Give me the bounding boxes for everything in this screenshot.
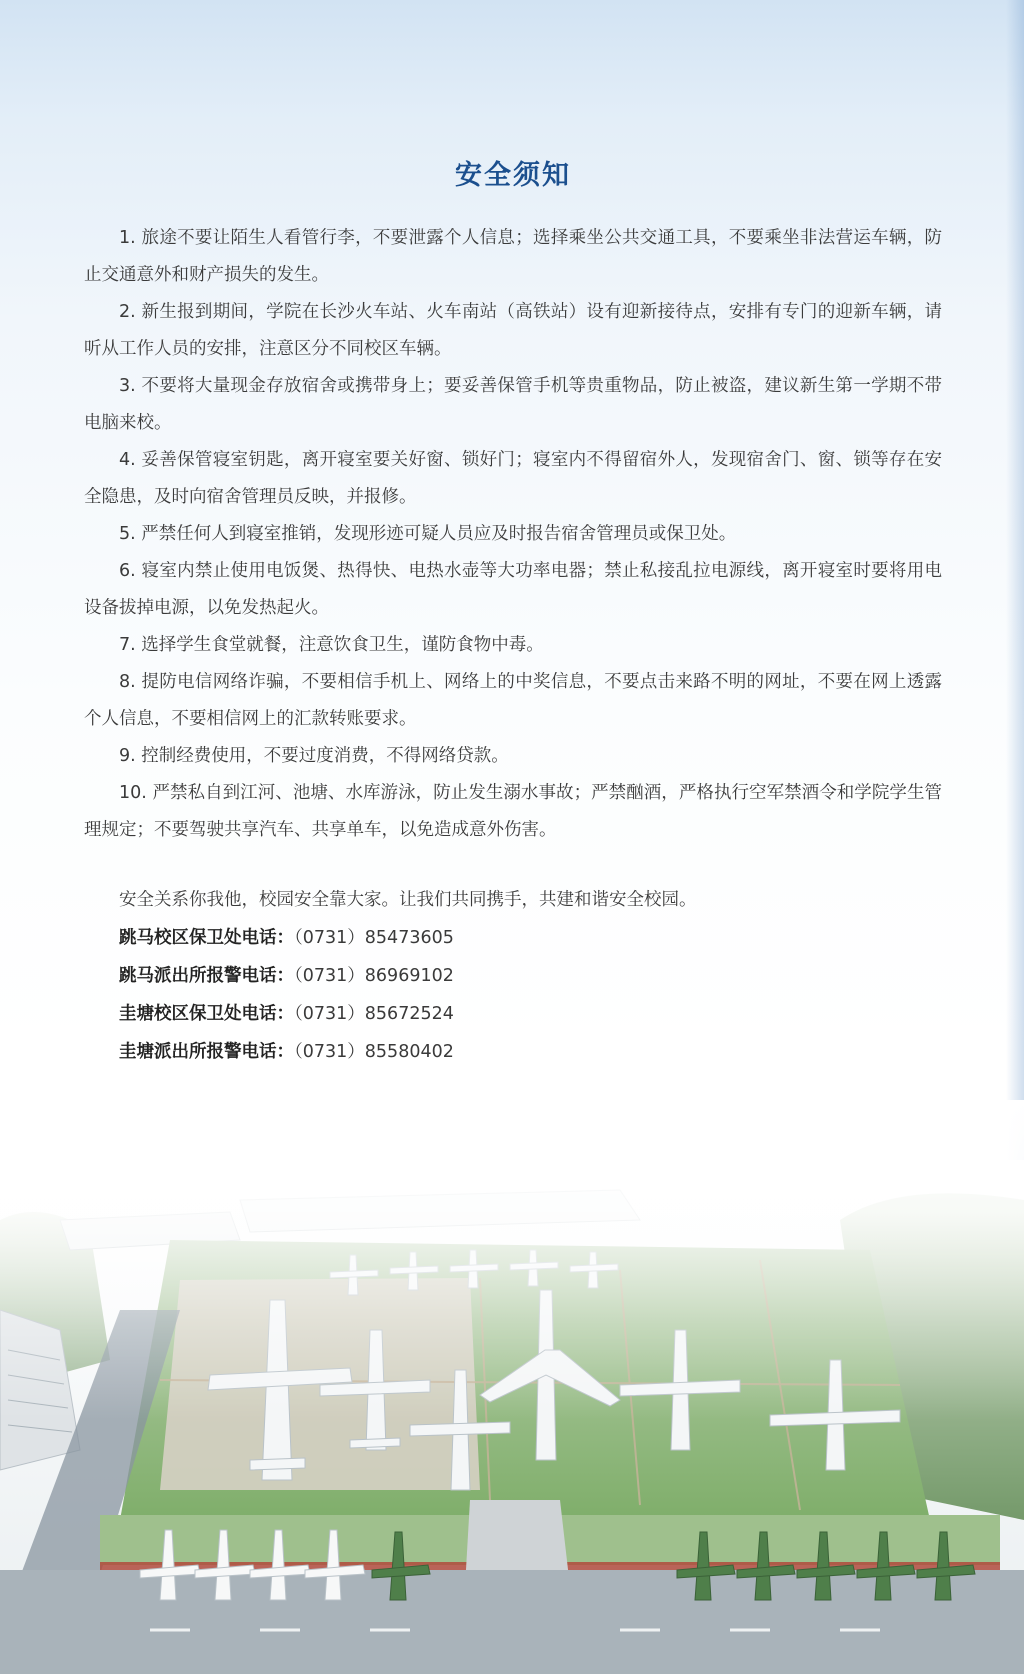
contact-phone: （0731）85473605	[294, 928, 454, 948]
notice-content	[84, 158, 942, 1071]
contact-row-3	[84, 995, 942, 1033]
contact-label: 圭塘派出所报警电话：	[119, 1042, 294, 1062]
notice-item-4: 4. 妥善保管寝室钥匙，离开寝室要关好窗、锁好门；寝室内不得留宿外人，发现宿舍门、窗、锁等存在安全隐患，及时向宿舍管理员反映，并报修。	[84, 450, 942, 507]
notice-item-3: 3. 不要将大量现金存放宿舍或携带身上；要妥善保管手机等贵重物品，防止被盗，建议新生第一学期不带电脑来校。	[84, 376, 942, 433]
contact-phone: （0731）85580402	[294, 1042, 454, 1062]
contact-label: 跳马校区保卫处电话：	[119, 928, 294, 948]
contact-row-4	[84, 1033, 942, 1071]
notice-list	[84, 220, 942, 849]
page-title: 安全须知	[455, 160, 571, 191]
safety-slogan: 安全关系你我他，校园安全靠大家。让我们共同携手，共建和谐安全校园。	[119, 890, 697, 910]
notice-item-6: 6. 寝室内禁止使用电饭煲、热得快、电热水壶等大功率电器；禁止私接乱拉电源线，离开寝室时要将用电设备拔掉电源，以免发热起火。	[84, 561, 942, 618]
notice-item-8: 8. 提防电信网络诈骗，不要相信手机上、网络上的中奖信息，不要点击来路不明的网址，不要在网上透露个人信息，不要相信网上的汇款转账要求。	[84, 672, 942, 729]
notice-item-7: 7. 选择学生食堂就餐，注意饮食卫生，谨防食物中毒。	[119, 635, 544, 655]
road-bottom	[0, 1570, 1024, 1674]
contact-label: 跳马派出所报警电话：	[119, 966, 294, 986]
notice-item-1: 1. 旅途不要让陌生人看管行李，不要泄露个人信息；选择乘坐公共交通工具，不要乘坐非法营运车辆，防止交通意外和财产损失的发生。	[84, 228, 942, 285]
contact-row-2	[84, 957, 942, 995]
contact-row-1	[84, 919, 942, 957]
photo-fog-overlay	[0, 1100, 1024, 1420]
notice-item-5: 5. 严禁任何人到寝室推销，发现形迹可疑人员应及时报告宿舍管理员或保卫处。	[119, 524, 737, 544]
contact-phone: （0731）86969102	[294, 966, 454, 986]
closing-section	[84, 881, 942, 1071]
contact-label: 圭塘校区保卫处电话：	[119, 1004, 294, 1024]
notice-item-9: 9. 控制经费使用，不要过度消费，不得网络贷款。	[119, 746, 509, 766]
contact-phone: （0731）85672524	[294, 1004, 454, 1024]
notice-item-10: 10. 严禁私自到江河、池塘、水库游泳，防止发生溺水事故；严禁酗酒，严格执行空军禁酒令和学院学生管理规定；不要驾驶共享汽车、共享单车，以免造成意外伤害。	[84, 783, 942, 840]
notice-item-2: 2. 新生报到期间，学院在长沙火车站、火车南站（高铁站）设有迎新接待点，安排有专门的迎新车辆，请听从工作人员的安排，注意区分不同校区车辆。	[84, 302, 942, 359]
